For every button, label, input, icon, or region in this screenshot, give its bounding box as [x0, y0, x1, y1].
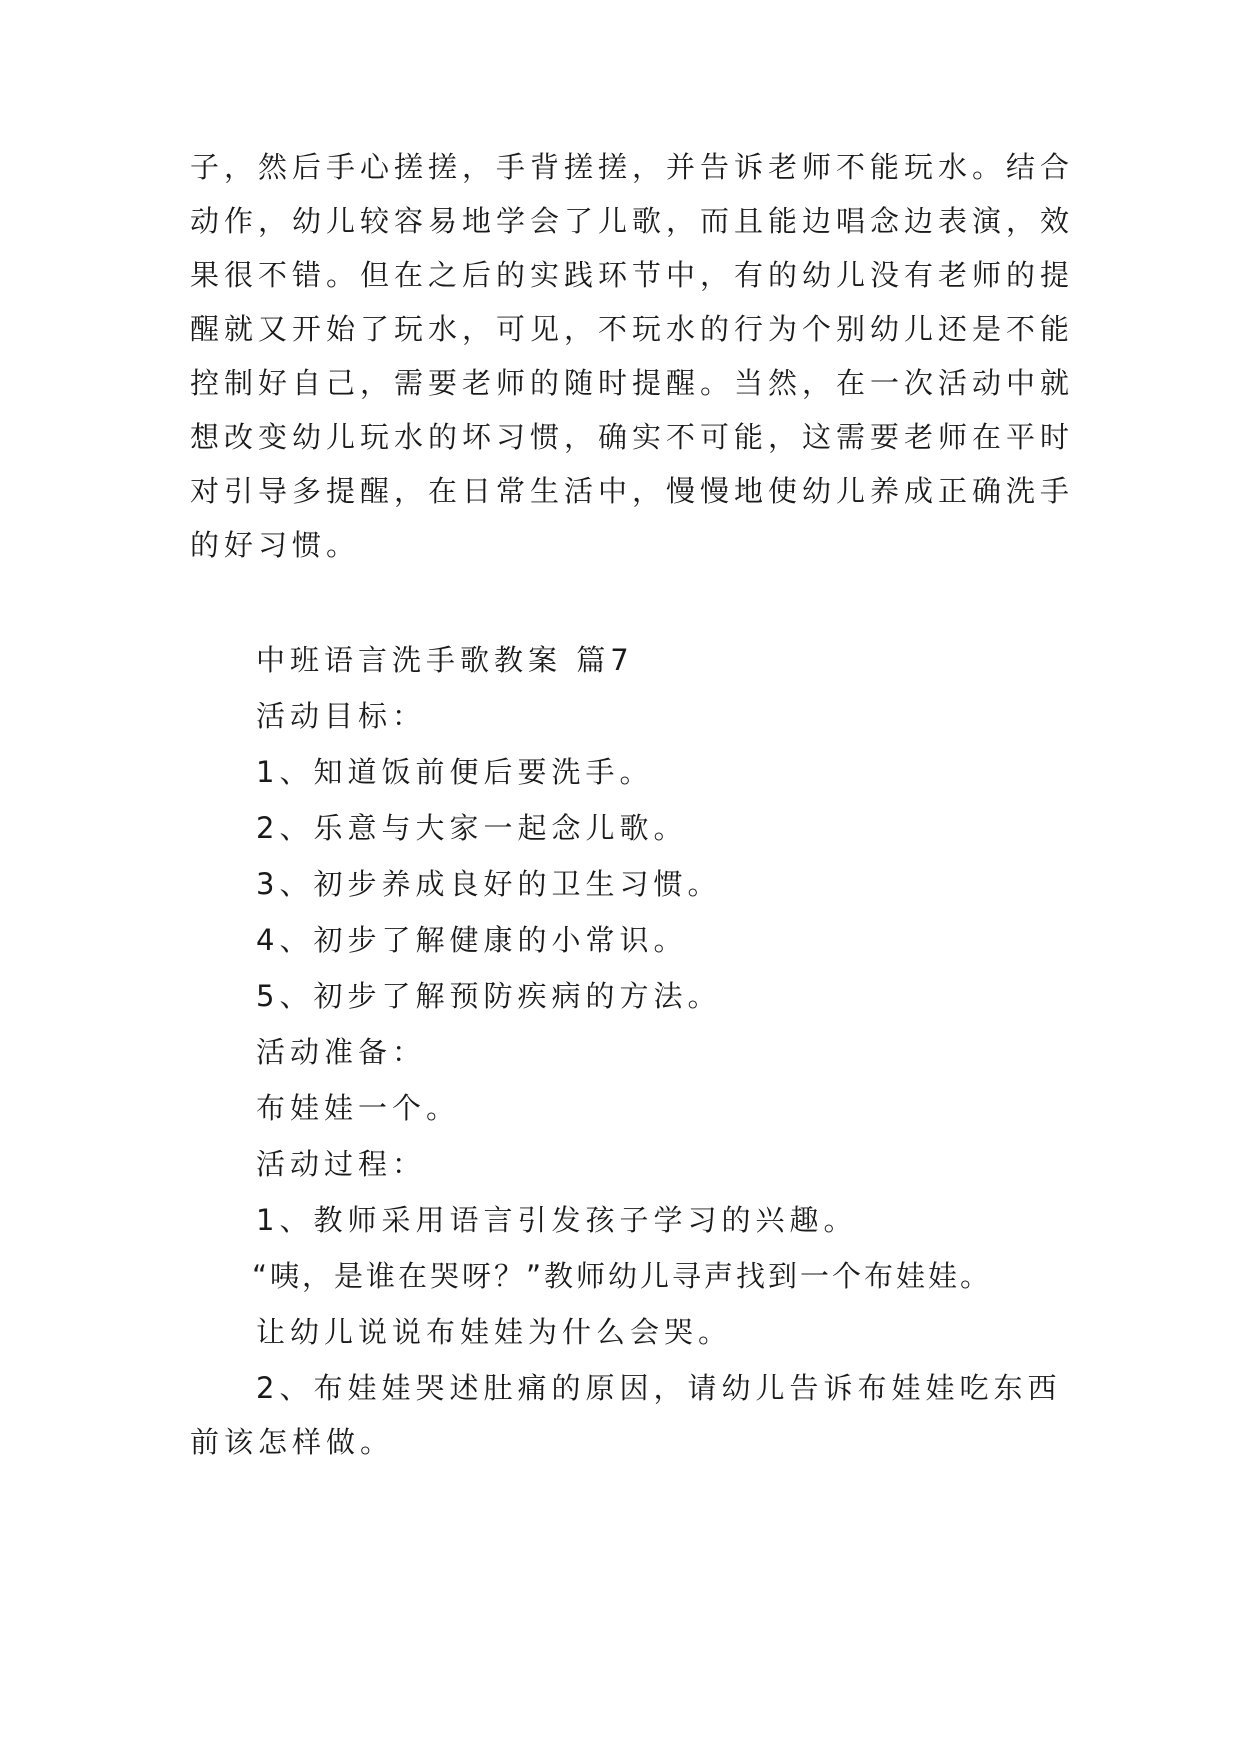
process-step-continuation: 前该怎样做。 [190, 1425, 395, 1459]
paragraph-line: 果很不错。但在之后的实践环节中，有的幼儿没有老师的提 [190, 258, 1075, 292]
prep-heading: 活动准备： [256, 1035, 427, 1069]
paragraph-line: 子，然后手心搓搓，手背搓搓，并告诉老师不能玩水。结合 [190, 150, 1075, 184]
section-title: 中班语言洗手歌教案 篇7 [256, 643, 634, 677]
paragraph-line: 对引导多提醒，在日常生活中，慢慢地使幼儿养成正确洗手 [190, 474, 1075, 508]
goal-item: 3、初步养成良好的卫生习惯。 [256, 867, 722, 901]
paragraph-line: 控制好自己，需要老师的随时提醒。当然，在一次活动中就 [190, 366, 1075, 400]
process-heading: 活动过程： [256, 1147, 427, 1181]
process-quote: “咦，是谁在哭呀？”教师幼儿寻声找到一个布娃娃。 [252, 1259, 993, 1293]
paragraph-line: 的好习惯。 [190, 528, 361, 562]
paragraph-line: 动作，幼儿较容易地学会了儿歌，而且能边唱念边表演，效 [190, 204, 1075, 238]
goal-item: 1、知道饭前便后要洗手。 [256, 755, 654, 789]
process-step: 1、教师采用语言引发孩子学习的兴趣。 [256, 1203, 858, 1237]
prep-item: 布娃娃一个。 [256, 1091, 461, 1125]
paragraph-line: 想改变幼儿玩水的坏习惯，确实不可能，这需要老师在平时 [190, 420, 1075, 454]
process-ask: 让幼儿说说布娃娃为什么会哭。 [256, 1315, 733, 1349]
goal-item: 4、初步了解健康的小常识。 [256, 923, 688, 957]
process-step: 2、布娃娃哭述肚痛的原因，请幼儿告诉布娃娃吃东西 [256, 1371, 1062, 1405]
goals-heading: 活动目标： [256, 699, 427, 733]
goal-item: 2、乐意与大家一起念儿歌。 [256, 811, 688, 845]
paragraph-line: 醒就又开始了玩水，可见，不玩水的行为个别幼儿还是不能 [190, 312, 1075, 346]
goal-item: 5、初步了解预防疾病的方法。 [256, 979, 722, 1013]
